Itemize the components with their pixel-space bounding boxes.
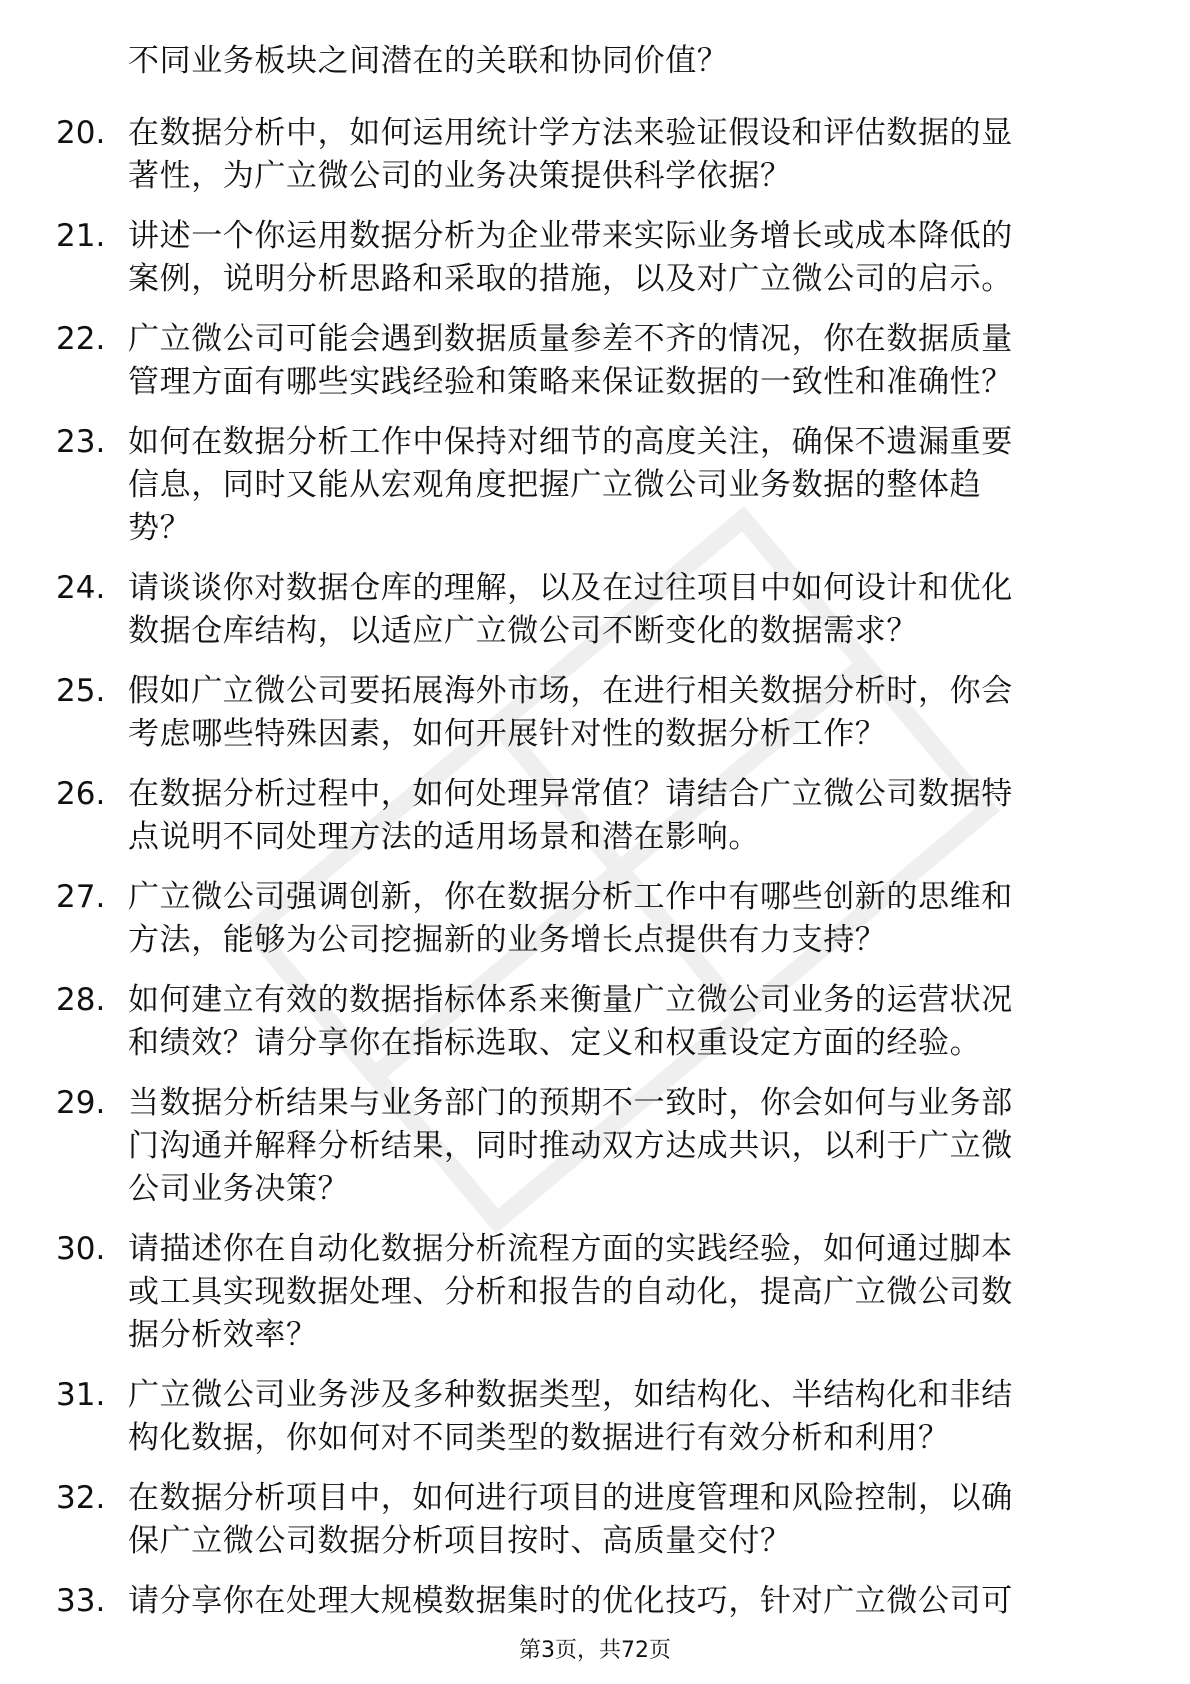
question-text: 讲述一个你运用数据分析为企业带来实际业务增长或成本降低的 案例，说明分析思路和采取的措施，以及对广立微公司的启示。	[128, 218, 1013, 297]
question-text: 如何建立有效的数据指标体系来衡量广立微公司业务的运营状况 和绩效？请分享你在指标选取、定义和权重设定方面的经验。	[128, 982, 1013, 1061]
continuation-text: 不同业务板块之间潜在的关联和协同价值？	[128, 43, 729, 79]
question-number: 26.	[56, 776, 106, 812]
question-number: 32.	[56, 1480, 106, 1516]
question-number: 24.	[56, 570, 106, 606]
question-text: 在数据分析过程中，如何处理异常值？请结合广立微公司数据特 点说明不同处理方法的适用场景和潜在影响。	[128, 776, 1013, 855]
question-number: 21.	[56, 218, 106, 254]
question-number: 25.	[56, 673, 106, 709]
question-text: 广立微公司强调创新，你在数据分析工作中有哪些创新的思维和 方法，能够为公司挖掘新的业务增长点提供有力支持？	[128, 879, 1013, 958]
question-text: 在数据分析项目中，如何进行项目的进度管理和风险控制，以确 保广立微公司数据分析项目按时、高质量交付？	[128, 1480, 1013, 1559]
question-text: 请描述你在自动化数据分析流程方面的实践经验，如何通过脚本 或工具实现数据处理、分析和报告的自动化，提高广立微公司数 据分析效率？	[128, 1231, 1013, 1353]
question-number: 20.	[56, 115, 106, 151]
question-number: 28.	[56, 982, 106, 1018]
question-number: 23.	[56, 424, 106, 460]
question-number: 22.	[56, 321, 106, 357]
question-number: 33.	[56, 1583, 106, 1619]
question-text: 当数据分析结果与业务部门的预期不一致时，你会如何与业务部 门沟通并解释分析结果，同时推动双方达成共识，以利于广立微 公司业务决策？	[128, 1085, 1013, 1207]
question-text: 如何在数据分析工作中保持对细节的高度关注，确保不遗漏重要 信息，同时又能从宏观角度把握广立微公司业务数据的整体趋 势？	[128, 424, 1013, 546]
question-number: 29.	[56, 1085, 106, 1121]
question-number: 27.	[56, 879, 106, 915]
page-footer: 第3页，共72页	[519, 1638, 671, 1663]
question-text: 广立微公司可能会遇到数据质量参差不齐的情况，你在数据质量 管理方面有哪些实践经验和策略来保证数据的一致性和准确性？	[128, 321, 1013, 400]
question-text: 请谈谈你对数据仓库的理解，以及在过往项目中如何设计和优化 数据仓库结构，以适应广立微公司不断变化的数据需求？	[128, 570, 1013, 649]
question-number: 30.	[56, 1231, 106, 1267]
question-text: 广立微公司业务涉及多种数据类型，如结构化、半结构化和非结 构化数据，你如何对不同类型的数据进行有效分析和利用？	[128, 1377, 1013, 1456]
question-text: 在数据分析中，如何运用统计学方法来验证假设和评估数据的显 著性，为广立微公司的业务决策提供科学依据？	[128, 115, 1013, 194]
question-number: 31.	[56, 1377, 106, 1413]
question-text: 假如广立微公司要拓展海外市场，在进行相关数据分析时，你会 考虑哪些特殊因素，如何开展针对性的数据分析工作？	[128, 673, 1013, 752]
question-text: 请分享你在处理大规模数据集时的优化技巧，针对广立微公司可	[128, 1583, 1013, 1619]
